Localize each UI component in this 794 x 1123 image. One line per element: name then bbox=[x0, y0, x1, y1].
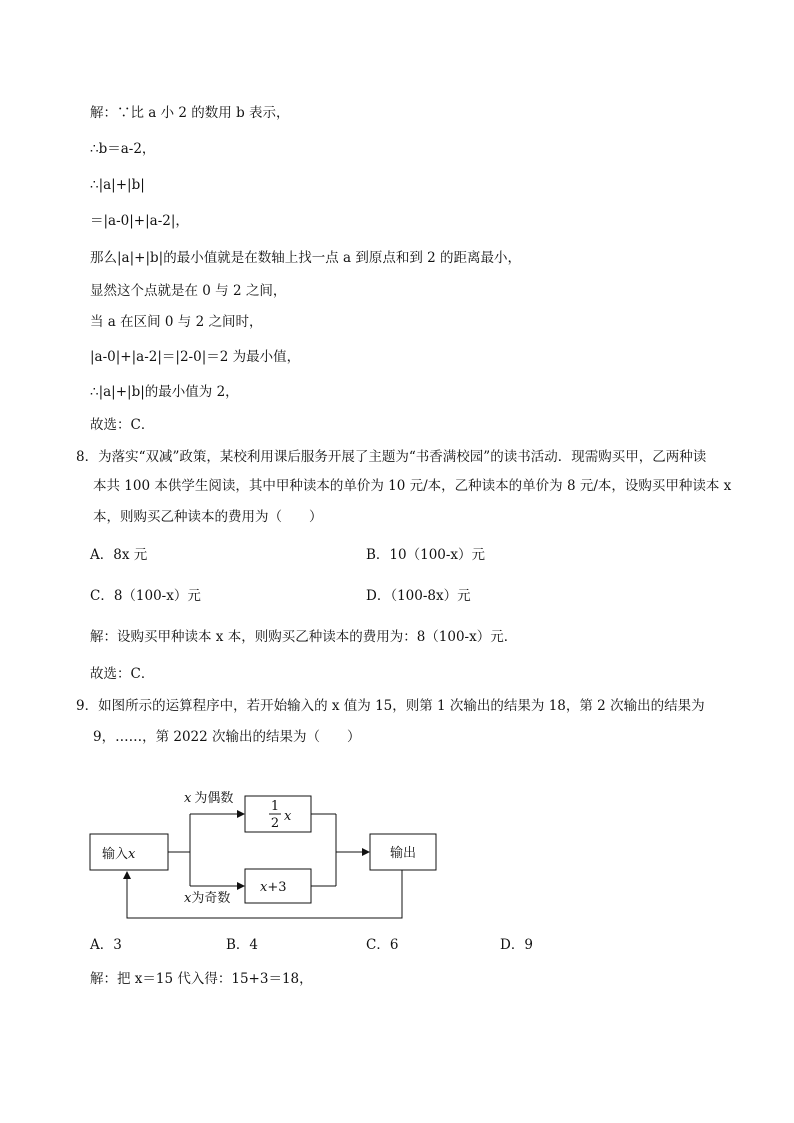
solution-line: 解：设购买甲种读本 x 本，则购买乙种读本的费用为：8（100-x）元． bbox=[90, 629, 518, 645]
option-d: D．9 bbox=[500, 937, 533, 953]
solution-line: ∴|a|+|b| bbox=[90, 177, 145, 193]
solution-line: 那么|a|+|b|的最小值就是在数轴上找一点 a 到原点和到 2 的距离最小， bbox=[90, 250, 521, 266]
question-8-stem: 8．为落实“双减”政策，某校利用课后服务开展了主题为“书香满校园”的读书活动．现需购买甲，乙两种读 bbox=[76, 449, 707, 465]
solution-line: |a-0|+|a-2|＝|2-0|＝2 为最小值， bbox=[90, 349, 301, 365]
question-9-stem: 9，……，第 2022 次输出的结果为（ ） bbox=[93, 729, 361, 745]
solution-line: ＝|a-0|+|a-2|， bbox=[90, 213, 189, 229]
option-b: B．10（100-x）元 bbox=[366, 547, 486, 563]
option-d: D．（100-8x）元 bbox=[366, 588, 471, 604]
half-operation-variable: x bbox=[284, 809, 292, 824]
solution-line: 故选：C． bbox=[90, 666, 155, 682]
option-b: B．4 bbox=[226, 937, 259, 953]
output-box-label: 输出 bbox=[389, 846, 417, 861]
solution-line: 解：∵比 a 小 2 的数用 b 表示， bbox=[90, 105, 290, 121]
solution-line: 显然这个点就是在 0 与 2 之间， bbox=[90, 283, 287, 299]
input-box-label: 输入x bbox=[102, 847, 136, 862]
even-condition-label: x 为偶数 bbox=[184, 791, 234, 806]
option-c: C．6 bbox=[366, 937, 399, 953]
odd-condition-label: x为奇数 bbox=[184, 891, 231, 906]
question-8-stem: 本，则购买乙种读本的费用为（ ） bbox=[93, 509, 323, 525]
solution-line: ∴b＝a-2， bbox=[90, 141, 156, 157]
option-a: A．8x 元 bbox=[90, 547, 148, 563]
question-8-stem: 本共 100 本供学生阅读，其中甲种读本的单价为 10 元/本，乙种读本的单价为 8 元/本，设购买甲种读本 x bbox=[93, 478, 732, 494]
plus-three-label: x+3 bbox=[260, 880, 287, 895]
fraction-denominator: 2 bbox=[270, 816, 280, 831]
fraction-numerator: 1 bbox=[270, 799, 280, 814]
option-a: A．3 bbox=[90, 937, 122, 953]
option-c: C．8（100-x）元 bbox=[90, 588, 201, 604]
solution-line: ∴|a|+|b|的最小值为 2， bbox=[90, 384, 239, 400]
solution-line: 解：把 x＝15 代入得：15+3＝18， bbox=[90, 971, 313, 987]
operation-flowchart bbox=[80, 776, 450, 926]
solution-line: 故选：C． bbox=[90, 417, 155, 433]
solution-line: 当 a 在区间 0 与 2 之间时， bbox=[90, 314, 263, 330]
question-9-stem: 9．如图所示的运算程序中，若开始输入的 x 值为 15，则第 1 次输出的结果为 18，第 2 次输出的结果为 bbox=[76, 698, 705, 714]
